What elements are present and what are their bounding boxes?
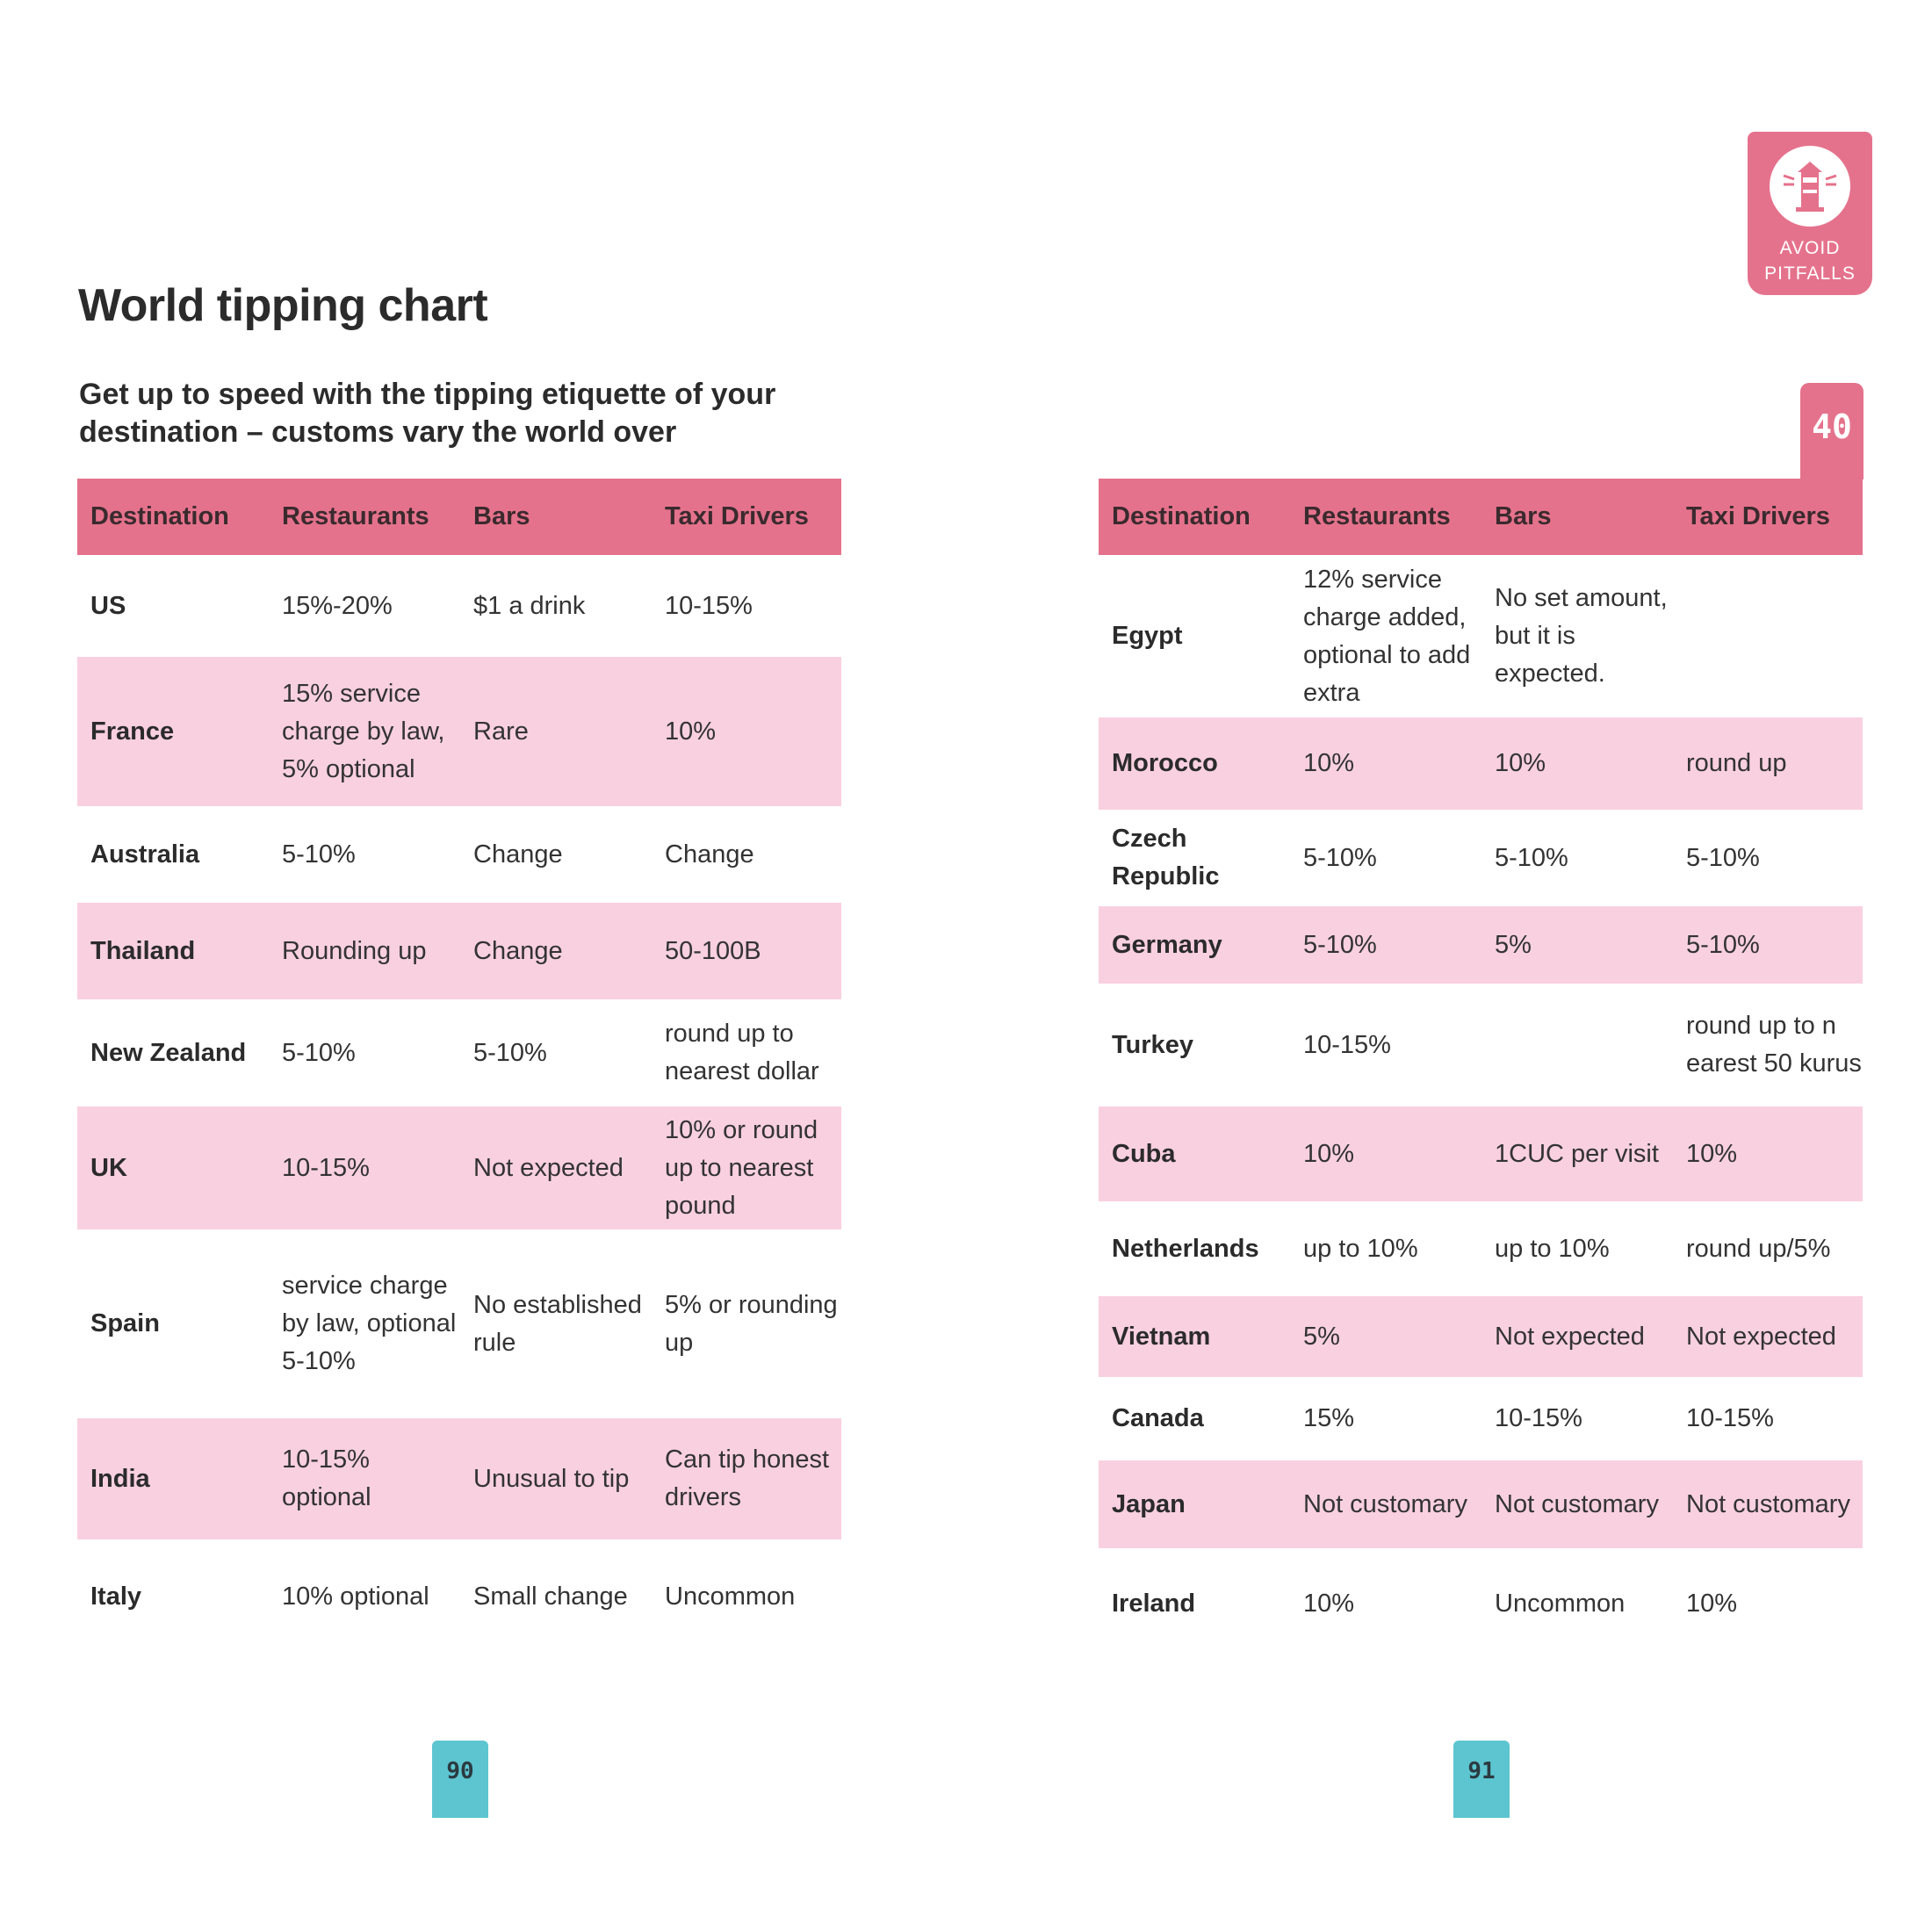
cell-taxi-drivers: 10%: [1686, 1590, 1738, 1618]
cell-taxi-drivers: Change: [665, 840, 754, 869]
cell-restaurants: 10%: [1303, 1590, 1355, 1618]
table-row: [77, 1229, 841, 1418]
cell-taxi-drivers: 10%: [652, 657, 841, 806]
table-row: [77, 657, 841, 806]
cell-destination: Ireland: [1112, 1590, 1196, 1618]
table-row: [1099, 906, 1863, 984]
cell-restaurants: Rounding up: [269, 903, 460, 999]
cell-taxi-drivers: round up to n earest 50 kurus: [1686, 1012, 1862, 1078]
cell-bars: [1481, 984, 1673, 1107]
cell-restaurants: 5-10%: [1290, 906, 1481, 984]
cell-taxi-drivers: 10-15%: [665, 591, 753, 620]
cell-restaurants: 10%: [1290, 717, 1481, 810]
cell-destination: Egypt: [1112, 622, 1183, 650]
header-taxi-drivers: Taxi Drivers: [1673, 479, 1863, 555]
cell-bars: Not expected: [1481, 1296, 1673, 1377]
cell-bars: Change: [473, 840, 563, 869]
chapter-number-tab: 40: [1800, 383, 1864, 479]
cell-restaurants: service charge by law, optional 5-10%: [282, 1272, 457, 1375]
cell-taxi-drivers: Can tip honest drivers: [652, 1418, 841, 1539]
cell-bars: up to 10%: [1495, 1234, 1610, 1263]
cell-restaurants: 10-15% optional: [269, 1418, 460, 1539]
table-row: [77, 1418, 841, 1539]
header-restaurants: Restaurants: [269, 479, 460, 555]
cell-taxi-drivers: Uncommon: [665, 1582, 796, 1611]
cell-destination: Czech Republic: [1112, 825, 1220, 890]
cell-restaurants: 5-10%: [1303, 843, 1377, 872]
table-row: [77, 806, 841, 903]
table-row: [1099, 1107, 1863, 1201]
table-row: [1099, 1296, 1863, 1377]
lighthouse-icon: [1770, 146, 1850, 227]
cell-bars: 5%: [1481, 906, 1673, 984]
cell-bars: $1 a drink: [473, 591, 586, 620]
cell-taxi-drivers: 5-10%: [1686, 843, 1760, 872]
cell-restaurants: 10-15%: [269, 1107, 460, 1229]
cell-taxi-drivers: 5-10%: [1673, 906, 1863, 984]
cell-bars: Not expected: [460, 1107, 652, 1229]
table-row: [77, 903, 841, 999]
cell-destination: Vietnam: [1099, 1296, 1290, 1377]
table-header-row: [77, 479, 841, 555]
table-row: [1099, 1201, 1863, 1296]
cell-destination: UK: [77, 1107, 269, 1229]
cell-destination: Japan: [1099, 1460, 1290, 1548]
table-header-row: [1099, 479, 1863, 555]
cell-destination: Turkey: [1112, 1030, 1193, 1059]
header-bars: Bars: [1481, 479, 1673, 555]
page-subtitle: Get up to speed with the tipping etiquette of your destination – customs vary the world over: [79, 378, 776, 449]
cell-restaurants: 10%: [1290, 1107, 1481, 1201]
table-row: [1099, 984, 1863, 1107]
cell-restaurants: 5-10%: [282, 840, 356, 869]
cell-bars: 5-10%: [473, 1038, 547, 1067]
cell-destination: Italy: [90, 1582, 142, 1611]
cell-taxi-drivers: round up to nearest dollar: [665, 1020, 819, 1085]
cell-restaurants: 5-10%: [282, 1038, 356, 1067]
page-number-left: 90: [432, 1741, 488, 1818]
cell-restaurants: 12% service charge added, optional to add extra: [1303, 565, 1471, 707]
table-row: [77, 1539, 841, 1654]
tipping-table-left: [77, 479, 841, 1654]
cell-destination: Germany: [1099, 906, 1290, 984]
cell-destination: New Zealand: [90, 1038, 247, 1067]
cell-destination: France: [77, 657, 269, 806]
cell-destination: Australia: [90, 840, 200, 869]
cell-bars: Not customary: [1481, 1460, 1673, 1548]
cell-restaurants: 10-15%: [1303, 1030, 1391, 1059]
header-restaurants: Restaurants: [1290, 479, 1481, 555]
header-taxi-drivers: Taxi Drivers: [652, 479, 841, 555]
cell-destination: US: [90, 591, 126, 620]
table-row: [77, 999, 841, 1107]
cell-bars: No set amount, but it is expected.: [1495, 584, 1668, 688]
cell-bars: 10%: [1481, 717, 1673, 810]
table-row: [77, 555, 841, 657]
cell-taxi-drivers: Not expected: [1673, 1296, 1863, 1377]
cell-destination: Spain: [90, 1309, 160, 1337]
badge-label-line1: AVOID: [1779, 238, 1841, 258]
table-row: [1099, 1548, 1863, 1660]
cell-taxi-drivers: 50-100B: [652, 903, 841, 999]
cell-taxi-drivers: 5% or rounding up: [665, 1290, 838, 1357]
cell-bars: Rare: [460, 657, 652, 806]
cell-taxi-drivers: [1673, 555, 1863, 717]
table-row: [1099, 1377, 1863, 1460]
cell-taxi-drivers: 10% or round up to nearest pound: [652, 1107, 841, 1229]
table-row: [1099, 1460, 1863, 1548]
table-row: [1099, 717, 1863, 810]
table-row: [1099, 810, 1863, 906]
tipping-table-right: [1099, 479, 1863, 1660]
cell-restaurants: 15%: [1303, 1404, 1355, 1432]
cell-destination: Canada: [1112, 1404, 1204, 1432]
cell-taxi-drivers: 10%: [1673, 1107, 1863, 1201]
cell-taxi-drivers: round up: [1673, 717, 1863, 810]
cell-destination: Netherlands: [1112, 1234, 1259, 1263]
cell-restaurants: Not customary: [1290, 1460, 1481, 1548]
cell-bars: Change: [460, 903, 652, 999]
cell-restaurants: 5%: [1290, 1296, 1481, 1377]
cell-bars: Small change: [473, 1582, 628, 1611]
cell-restaurants: 15%-20%: [282, 591, 393, 620]
cell-restaurants: 10% optional: [282, 1582, 429, 1611]
cell-bars: No established rule: [473, 1290, 642, 1357]
table-row: [77, 1107, 841, 1229]
cell-destination: Thailand: [77, 903, 269, 999]
cell-restaurants: 15% service charge by law, 5% optional: [269, 657, 460, 806]
page-title: World tipping chart: [78, 280, 488, 331]
cell-taxi-drivers: round up/5%: [1686, 1234, 1831, 1263]
cell-bars: 5-10%: [1495, 843, 1568, 872]
cell-destination: India: [77, 1418, 269, 1539]
cell-bars: 1CUC per visit: [1481, 1107, 1673, 1201]
cell-taxi-drivers: Not customary: [1673, 1460, 1863, 1548]
cell-restaurants: up to 10%: [1303, 1234, 1418, 1263]
avoid-pitfalls-badge: [1748, 132, 1872, 295]
cell-bars: 10-15%: [1495, 1404, 1582, 1432]
header-destination: Destination: [1099, 479, 1290, 555]
header-bars: Bars: [460, 479, 652, 555]
cell-destination: Morocco: [1099, 717, 1290, 810]
header-destination: Destination: [77, 479, 269, 555]
cell-bars: Uncommon: [1495, 1590, 1626, 1618]
cell-bars: Unusual to tip: [460, 1418, 652, 1539]
cell-taxi-drivers: 10-15%: [1686, 1404, 1774, 1432]
table-row: [1099, 555, 1863, 717]
badge-label-line2: PITFALLS: [1764, 263, 1856, 284]
page-number-right: 91: [1453, 1741, 1510, 1818]
cell-destination: Cuba: [1099, 1107, 1290, 1201]
